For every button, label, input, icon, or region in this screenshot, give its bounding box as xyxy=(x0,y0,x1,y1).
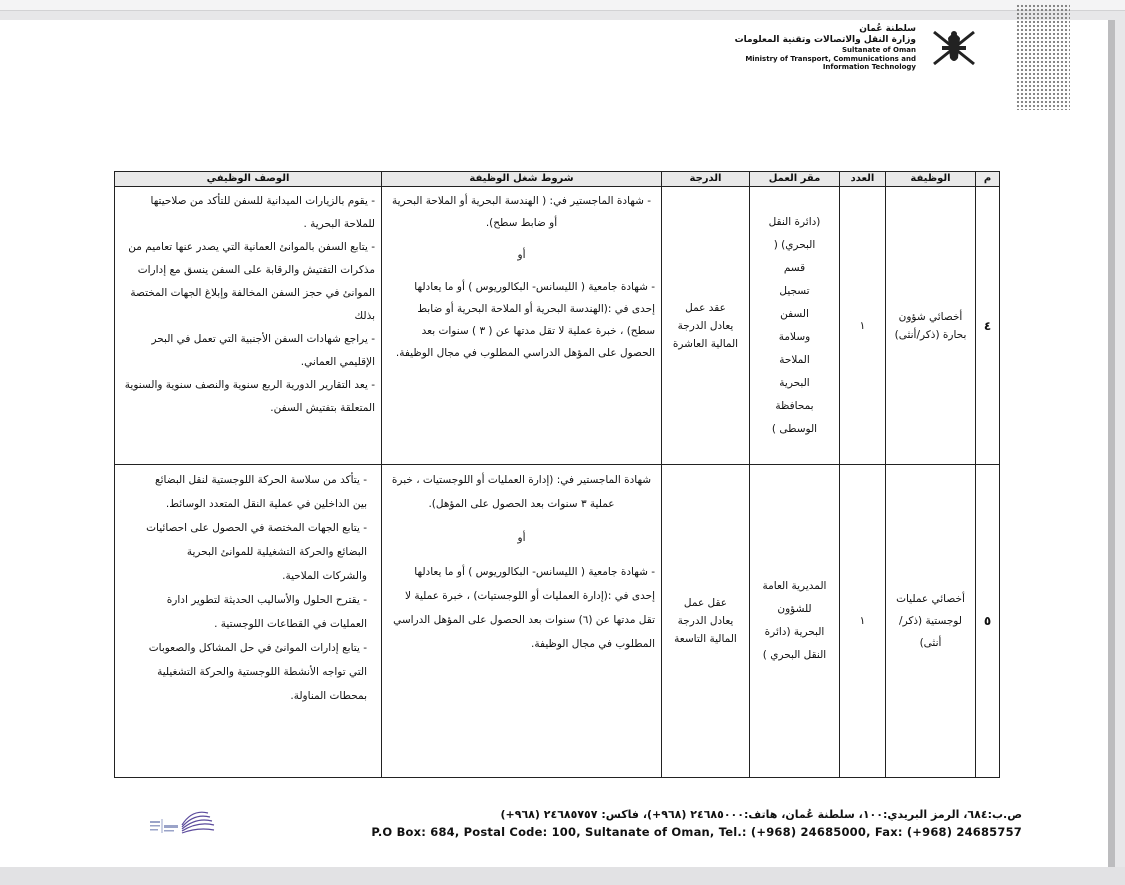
page-right-edge xyxy=(1108,20,1115,867)
condition-masters: شهادة الماجستير في: (إدارة العمليات أو اللوجستيات ، خبرة عملية ٣ سنوات بعد الحصول على المؤهل). xyxy=(391,474,652,510)
row-grade: عقد عمل يعادل الدرجة المالية العاشرة xyxy=(662,187,750,465)
header-grade: الدرجة xyxy=(662,172,750,187)
row-count: ١ xyxy=(840,187,886,465)
ministry-logo xyxy=(700,22,980,74)
desc-item: - يتابع السفن بالموانئ العمانية التي يصدر عنها تعاميم من مذكرات التفتيش والرقابة على السفن ينسق مع إدارات الموانئ في حجز السفن المخالفة وإبلاغ الجهات المختصة بذلك xyxy=(128,241,375,322)
footer-address-ar: ص.ب:٦٨٤، الرمز البريدي:١٠٠، سلطنة عُمان، هاتف:٢٤٦٨٥٠٠٠ (٩٦٨+)، فاكس: ٢٤٦٨٥٧٥٧ (٩٦٨+) xyxy=(500,808,1022,821)
ministry-name-en-line1: Sultanate of Oman xyxy=(842,46,916,54)
row-conditions xyxy=(382,465,662,778)
ministry-name-en-line3: Information Technology xyxy=(822,63,916,71)
footer-address-en: P.O Box: 684, Postal Code: 100, Sultanate of Oman, Tel.: (+968) 24685000, Fax: (+968) 24685757 xyxy=(371,825,1022,839)
ministry-name xyxy=(735,24,916,72)
halftone-dot-pattern xyxy=(1016,4,1070,110)
table-row xyxy=(115,465,1000,778)
row-num: ٥ xyxy=(976,465,1000,778)
row-num: ٤ xyxy=(976,187,1000,465)
header-location: مقر العمل xyxy=(750,172,840,187)
condition-bachelor: - شهادة جامعية ( الليسانس- البكالوريوس ) أو ما يعادلها إحدى في :(إدارة العمليات أو اللوجستيات) ، خبرة عملية لا تقل مدتها عن (٦) سنوات بعد الحصول على المؤهل الدراسي المطلوب في مجال الوظيفة. xyxy=(393,566,655,650)
header-count: العدد xyxy=(840,172,886,187)
condition-bachelor: - شهادة جامعية ( الليسانس- البكالوريوس ) أو ما يعادلها إحدى في :(الهندسة البحرية أو الملاحة البحرية أو ضابط سطح) ، خبرة عملية لا تقل مدتها عن ( ٣ ) سنوات بعد الحصول على المؤهل الدراسي المطلوب في مجال الوظيفة. xyxy=(395,281,655,359)
row-description xyxy=(115,465,382,778)
row-job: أخصائي شؤون بحارة (ذكر/أنثى) xyxy=(886,187,976,465)
row-count: ١ xyxy=(840,465,886,778)
desc-item: - يعد التقارير الدورية الربع سنوية والنصف سنوية والسنوية المتعلقة بتفتيش السفن. xyxy=(124,379,375,414)
row-description xyxy=(115,187,382,465)
desc-item: - يتابع إدارات الموانئ في حل المشاكل والصعوبات التي تواجه الأنشطة اللوجستية والحركة التشغيلية بمحطات المناولة. xyxy=(148,642,367,702)
desc-item: - يتابع الجهات المختصة في الحصول على احصائيات البضائع والحركة التشغيلية للموانئ البحرية والشركات الملاحية. xyxy=(146,522,367,582)
vision-2040-logo-icon xyxy=(148,803,220,845)
row-location: (دائرة النقل البحري) ( قسم تسجيل السفن وسلامة الملاحة البحرية بمحافظة الوسطى ) xyxy=(750,187,840,465)
row-grade: عقل عمل يعادل الدرجة المالية التاسعة xyxy=(662,465,750,778)
condition-or: أو xyxy=(517,532,526,544)
header-description: الوصف الوظيفي xyxy=(115,172,382,187)
ministry-name-ar-line1: سلطنة عُمان xyxy=(859,24,916,34)
row-conditions xyxy=(382,187,662,465)
condition-or: أو xyxy=(517,249,526,261)
header-job: الوظيفة xyxy=(886,172,976,187)
table-row xyxy=(115,187,1000,465)
table-header-row xyxy=(115,172,1000,187)
ministry-name-ar-line2: وزارة النقل والاتصالات وتقنية المعلومات xyxy=(734,35,916,45)
desc-item: - يقترح الحلول والأساليب الحديثة لتطوير ادارة العمليات في القطاعات اللوجستية . xyxy=(166,594,367,630)
header-num: م xyxy=(976,172,1000,187)
job-table xyxy=(114,171,1000,778)
oman-emblem-icon xyxy=(928,24,980,72)
row-job: أخصائي عمليات لوجستية (ذكر/أنثى) xyxy=(886,465,976,778)
header-conditions: شروط شغل الوظيفة xyxy=(382,172,662,187)
page-bottom-shade xyxy=(0,867,1125,885)
desc-item: - يراجع شهادات السفن الأجنبية التي تعمل في البحر الإقليمي العماني. xyxy=(151,333,375,368)
ministry-name-en-line2: Ministry of Transport, Communications and xyxy=(745,54,916,63)
desc-item: - يقوم بالزيارات الميدانية للسفن للتأكد من صلاحيتها للملاحة البحرية . xyxy=(150,195,375,230)
browser-top-strip xyxy=(0,0,1125,11)
condition-masters: - شهادة الماجستير في: ( الهندسة البحرية أو الملاحة البحرية أو ضابط سطح). xyxy=(391,195,652,229)
row-location: المديرية العامة للشؤون البحرية (دائرة النقل البحري ) xyxy=(750,465,840,778)
desc-item: - يتأكد من سلاسة الحركة اللوجستية لنقل البضائع بين الداخلين في عملية النقل المتعدد الوسائط. xyxy=(155,474,367,510)
